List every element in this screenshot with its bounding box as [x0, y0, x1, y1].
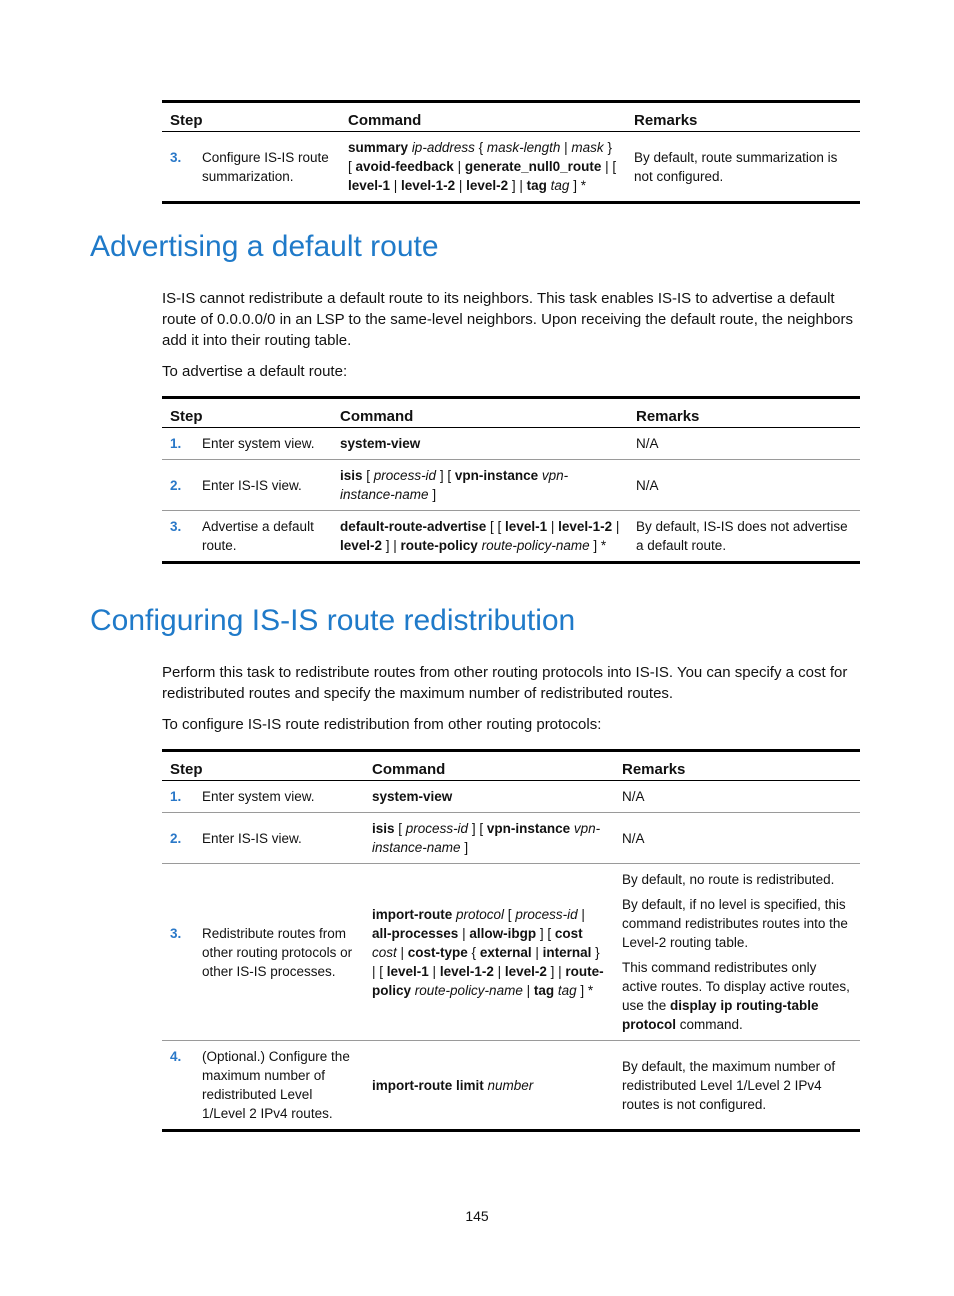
command-token: level-1-2 [558, 519, 613, 534]
remark-text: N/A [622, 830, 645, 846]
section-heading-default-route: Advertising a default route [90, 230, 439, 263]
table-row [162, 813, 860, 864]
command-token: protocol [456, 906, 505, 922]
col-header-command: Command [364, 751, 614, 781]
remarks-cell [626, 132, 860, 203]
command-token: cost [554, 925, 583, 941]
command-token: This command redistributes only active routes. To display active routes, use the [622, 960, 850, 1013]
remarks-cell [614, 1041, 860, 1131]
step-cell [162, 864, 364, 1041]
command-token: | [396, 944, 408, 960]
command-token: | [560, 140, 572, 155]
command-token: mask [571, 140, 604, 155]
step-number: 3. [170, 149, 182, 165]
col-header-step: Step [162, 751, 364, 781]
command-token: | [531, 944, 543, 960]
remarks-cell [628, 460, 860, 511]
command-token: | [612, 519, 620, 534]
step-description: Advertise a default route. [202, 519, 314, 553]
step-description: (Optional.) Configure the maximum number of redistributed Level 1/Level 2 IPv4 routes. [202, 1049, 350, 1121]
command-token: ] [ [436, 468, 455, 483]
command-token: ] [460, 840, 469, 855]
intro-paragraph: IS-IS cannot redistribute a default route to its neighbors. This task enables IS-IS to advertise a default route of 0.0.0.0/0 in an LSP to the same-level neighbors. Upon receiving the default route, the neighbors add it into their routing table. [162, 290, 854, 349]
command-token: summary [348, 140, 409, 155]
command-token: cost-type [407, 944, 468, 960]
command-token: ] * [589, 538, 607, 553]
col-header-step: Step [162, 102, 340, 132]
command-token: tag [533, 982, 555, 998]
command-token: cost [372, 944, 397, 960]
command-token: } | [ [372, 944, 600, 979]
command-token: ip-address [411, 140, 475, 155]
step-number: 2. [170, 477, 182, 493]
command-token: level-1 [348, 178, 391, 193]
command-token: | [453, 159, 465, 174]
command-token: | [390, 178, 402, 193]
col-header-remarks: Remarks [614, 751, 860, 781]
step-cell [162, 132, 340, 203]
command-token: import-route [372, 906, 453, 922]
command-token: [ [504, 906, 516, 922]
command-cell [340, 132, 626, 203]
table-row [162, 511, 860, 563]
command-token: [ [362, 468, 374, 483]
step-number: 3. [170, 519, 182, 534]
step-description: Enter IS-IS view. [202, 477, 302, 493]
step-number: 1. [170, 789, 182, 804]
command-token: tag [526, 178, 547, 193]
default-route-step-table [162, 396, 860, 564]
command-token: level-2 [340, 538, 383, 553]
table-row [162, 428, 860, 460]
command-token: route-policy [372, 963, 604, 998]
command-token: mask-length [486, 140, 561, 155]
remark-text: By default, route summarization is not configured. [634, 149, 838, 184]
command-token: display ip routing-table protocol [622, 998, 819, 1032]
command-token: vpn-instance-name [340, 468, 569, 502]
remark-text: By default, IS-IS does not advertise a default route. [636, 519, 848, 553]
command-token: ] [ [468, 821, 487, 836]
command-token: import-route limit [372, 1077, 484, 1093]
command-token: | [458, 925, 470, 941]
step-number: 1. [170, 436, 182, 451]
command-token: level-1-2 [439, 963, 494, 979]
step-cell [162, 460, 332, 511]
remark-text [622, 958, 852, 1034]
command-token: | [428, 963, 440, 979]
remarks-cell [614, 813, 860, 864]
col-header-remarks: Remarks [628, 398, 860, 428]
step-cell [162, 781, 364, 813]
remark-text: N/A [636, 436, 659, 451]
command-token: internal [542, 944, 592, 960]
command-cell [364, 781, 614, 813]
table-lead-in: To advertise a default route: [162, 363, 348, 380]
command-token: vpn-instance [454, 468, 539, 483]
command-token: | [547, 519, 559, 534]
remark-text: N/A [636, 477, 659, 493]
step-cell [162, 1041, 364, 1131]
step-description: Redistribute routes from other routing protocols or other IS-IS processes. [202, 925, 353, 979]
command-token: [ [394, 821, 406, 836]
command-token: By default, no route is redistributed. [622, 872, 835, 887]
command-token: all-processes [372, 925, 459, 941]
command-token: level-2 [504, 963, 547, 979]
col-header-command: Command [340, 102, 626, 132]
command-token: ] [ [536, 925, 555, 941]
redistribution-step-table [162, 749, 860, 1132]
command-cell [364, 813, 614, 864]
command-token: ] * [576, 982, 594, 998]
col-header-step: Step [162, 398, 332, 428]
command-token: command. [676, 1017, 743, 1032]
table-lead-in: To configure IS-IS route redistribution from other routing protocols: [162, 716, 602, 733]
step-number: 2. [170, 830, 182, 846]
remarks-cell [614, 781, 860, 813]
command-token: tag [550, 178, 570, 193]
table-row [162, 864, 860, 1041]
command-token: generate_null0_route [464, 159, 602, 174]
remarks-cell [614, 864, 860, 1041]
remarks-cell [628, 511, 860, 563]
command-cell [332, 460, 628, 511]
remark-text [622, 895, 852, 952]
command-token: | [455, 178, 467, 193]
command-token: vpn-instance-name [372, 821, 601, 855]
table-row [162, 132, 860, 203]
summary-step-table [162, 100, 860, 204]
command-token: | [493, 963, 505, 979]
command-token: process-id [373, 468, 437, 483]
command-token: { [467, 944, 480, 960]
command-token: external [479, 944, 532, 960]
command-token: | [ [601, 159, 617, 174]
remarks-cell [628, 428, 860, 460]
step-cell [162, 813, 364, 864]
page-number: 145 [465, 1208, 489, 1224]
command-token: route-policy-name [481, 538, 590, 553]
step-description: Enter system view. [202, 789, 315, 804]
command-token: allow-ibgp [469, 925, 537, 941]
step-number: 4. [170, 1049, 182, 1064]
command-token: system-view [372, 789, 453, 804]
table-row [162, 1041, 860, 1131]
command-token: process-id [405, 821, 469, 836]
remark-text [622, 870, 852, 889]
command-token: process-id [515, 906, 578, 922]
command-token: number [487, 1077, 534, 1093]
command-token: level-1 [505, 519, 548, 534]
command-token: vpn-instance [486, 821, 571, 836]
step-description: Enter IS-IS view. [202, 830, 302, 846]
command-token: ] | [508, 178, 527, 193]
command-token: | [522, 982, 534, 998]
command-cell [364, 864, 614, 1041]
command-token: ] | [382, 538, 401, 553]
command-cell [364, 1041, 614, 1131]
command-token: level-1-2 [401, 178, 456, 193]
command-cell [332, 511, 628, 563]
command-token: By default, if no level is specified, this command redistributes routes into the Level-2 routing table. [622, 897, 848, 950]
remark-text: By default, the maximum number of redistributed Level 1/Level 2 IPv4 routes is not configured. [622, 1058, 836, 1112]
command-token: | [577, 906, 585, 922]
command-token: ] | [546, 963, 566, 979]
command-token: isis [340, 468, 363, 483]
command-cell [332, 428, 628, 460]
step-description: Enter system view. [202, 436, 315, 451]
command-token: level-1 [386, 963, 429, 979]
step-description: Configure IS-IS route summarization. [202, 149, 329, 184]
command-token: { [474, 140, 487, 155]
intro-paragraph: Perform this task to redistribute routes from other routing protocols into IS-IS. You can specify a cost for redistributed routes and specify the maximum number of redistributed routes. [162, 664, 848, 702]
table-row [162, 460, 860, 511]
command-token: route-policy-name [414, 982, 523, 998]
command-token: avoid-feedback [355, 159, 454, 174]
section-heading-redistribution: Configuring IS-IS route redistribution [90, 604, 576, 637]
col-header-command: Command [332, 398, 628, 428]
command-token: default-route-advertise [340, 519, 487, 534]
col-header-remarks: Remarks [626, 102, 860, 132]
step-number: 3. [170, 925, 182, 941]
table-row [162, 781, 860, 813]
step-cell [162, 428, 332, 460]
command-token: } [ [348, 140, 612, 174]
command-token: tag [557, 982, 577, 998]
command-token: system-view [340, 436, 421, 451]
command-token: ] [428, 487, 437, 502]
command-token: isis [372, 821, 395, 836]
command-token: route-policy [400, 538, 478, 553]
command-token: level-2 [466, 178, 509, 193]
step-cell [162, 511, 332, 563]
command-token: ] * [569, 178, 586, 193]
remark-text: N/A [622, 789, 645, 804]
command-token: [ [ [486, 519, 506, 534]
